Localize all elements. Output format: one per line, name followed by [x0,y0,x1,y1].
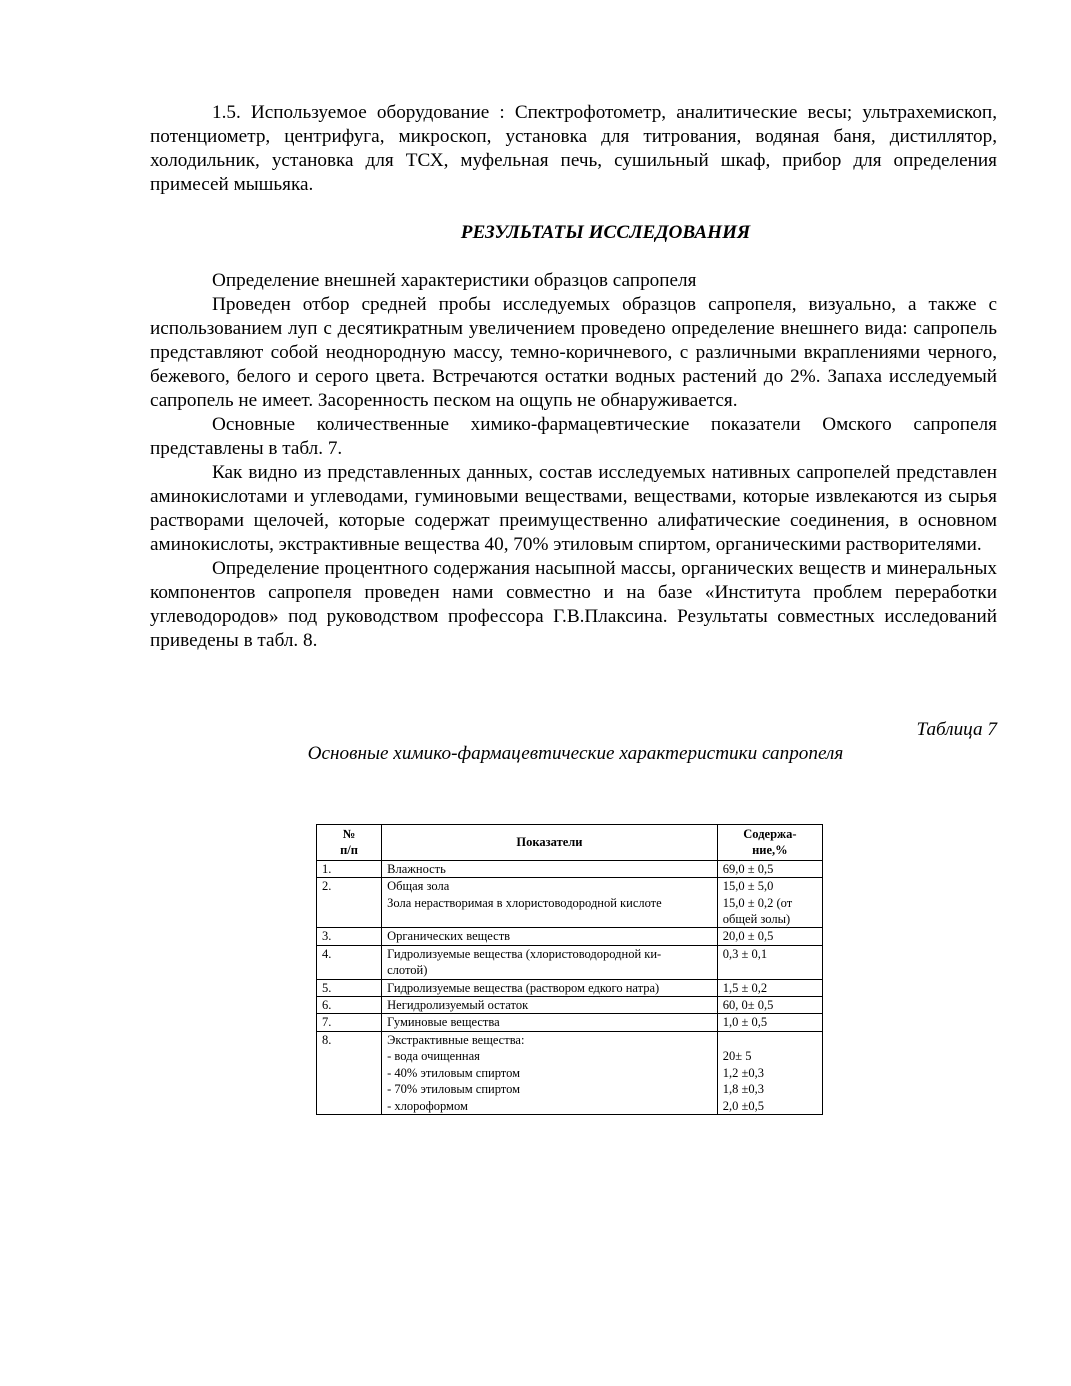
indicator-line: - 40% этиловым спиртом [387,1065,521,1080]
table-row [317,928,823,945]
row-number: 6. [317,997,382,1014]
table-row [317,945,823,979]
paragraph-1: Определение внешней характеристики образцов сапропеля [212,270,697,291]
indicator-line: слотой) [387,963,428,978]
document-page [150,101,997,766]
table-row [317,878,823,928]
section-heading: РЕЗУЛЬТАТЫ ИССЛЕДОВАНИЯ [460,222,751,243]
indicator-line: Влажность [387,861,446,876]
table-row [317,1031,823,1114]
row-value [717,1031,822,1114]
table-header-row [317,825,823,861]
table-number: Таблица 7 [916,719,997,740]
row-number: 3. [317,928,382,945]
header-num: № п/п [317,825,382,861]
value-line: общей золы) [722,912,791,927]
table-row [317,860,823,877]
row-value [717,979,822,996]
indicator-line: - вода очищенная [387,1049,480,1064]
row-value [717,860,822,877]
value-line: 20,0 ± 0,5 [722,929,774,944]
row-value [717,945,822,979]
row-value [717,878,822,928]
value-line: 1,8 ±0,3 [722,1082,765,1097]
row-value [717,997,822,1014]
value-line: 1,2 ±0,3 [722,1065,765,1080]
header-indicator: Показатели [382,825,718,861]
value-line: 2,0 ±0,5 [722,1098,765,1113]
indicator-line: Гидролизуемые вещества (раствором едкого натра) [387,980,660,995]
table-row [317,997,823,1014]
row-indicator [382,860,718,877]
value-line: 0,3 ± 0,1 [722,946,768,961]
paragraph-3: Основные количественные химико-фармацевтические показатели Омского сапропеля представлены в табл. 7. [150,414,997,459]
row-number: 5. [317,979,382,996]
indicator-line: Экстрактивные вещества: [387,1032,525,1047]
value-line: 15,0 ± 5,0 [722,879,774,894]
value-line: 1,5 ± 0,2 [722,980,768,995]
row-number: 8. [317,1031,382,1114]
row-number: 1. [317,860,382,877]
indicator-line: Негидролизуемый остаток [387,998,529,1013]
indicator-line: Органических веществ [387,929,511,944]
row-number: 7. [317,1014,382,1031]
row-number: 2. [317,878,382,928]
row-indicator [382,1014,718,1031]
equipment-paragraph: 1.5. Используемое оборудование : Спектрофотометр, аналитические весы; ультрахемископ, потенциометр, центрифуга, микроскоп, установка для титрования, водяная баня, дистиллятор, холодильник, установка для ТСХ, муфельная печь, сушильный шкаф, прибор для определения примесей мышьяка. [150,102,997,195]
indicator-line: Гидролизуемые вещества (хлористоводородной ки- [387,946,662,961]
row-indicator [382,979,718,996]
table-body [317,860,823,1114]
row-value [717,1014,822,1031]
row-number: 4. [317,945,382,979]
value-line: 15,0 ± 0,2 (от [722,895,793,910]
characteristics-table [316,824,823,1115]
indicator-line: Гуминовые вещества [387,1015,500,1030]
indicator-line: Общая зола [387,879,450,894]
paragraph-2: Проведен отбор средней пробы исследуемых образцов сапропеля, визуально, а также с использованием луп с десятикратным увеличением проведено определение внешнего вида: сапропель представляют собой неоднородную массу, темно-коричневого, с различными вкраплениями черного, бежевого, белого и серого цвета. Встречаются остатки водных растений до 2%. Запаха исследуемый сапропель не имеет. Засоренность песком на ощупь не обнаруживается. [150,294,997,411]
row-indicator [382,945,718,979]
row-indicator [382,928,718,945]
row-indicator [382,1031,718,1114]
row-indicator [382,878,718,928]
paragraph-4: Как видно из представленных данных, состав исследуемых нативных сапропелей представлен аминокислотами и углеводами, гуминовыми веществами, веществами, которые извлекаются из сырья растворами щелочей, которые содержат преимущественно алифатические соединения, в основном аминокислоты, экстрактивные вещества 40, 70% этиловым спиртом, органическими растворителями. [150,462,997,555]
table-row [317,979,823,996]
value-line: 69,0 ± 0,5 [722,861,774,876]
value-line: 20± 5 [722,1049,752,1064]
table-row [317,1014,823,1031]
value-line: 1,0 ± 0,5 [722,1015,768,1030]
indicator-line: - хлороформом [387,1098,468,1113]
indicator-line: Зола нерастворимая в хлористоводородной кислоте [387,895,662,910]
row-indicator [382,997,718,1014]
row-value [717,928,822,945]
value-line [723,1032,817,1048]
value-line: 60, 0± 0,5 [722,998,774,1013]
paragraph-5: Определение процентного содержания насыпной массы, органических веществ и минеральных компонентов сапропеля проведен нами совместно и на базе «Института проблем переработки углеводородов» под руководством профессора Г.В.Плаксина. Результаты совместных исследований приведены в табл. 8. [150,558,997,651]
table-caption: Основные химико-фармацевтические характеристики сапропеля [307,743,844,764]
indicator-line: - 70% этиловым спиртом [387,1082,521,1097]
header-content: Содержа- ние,% [717,825,822,861]
